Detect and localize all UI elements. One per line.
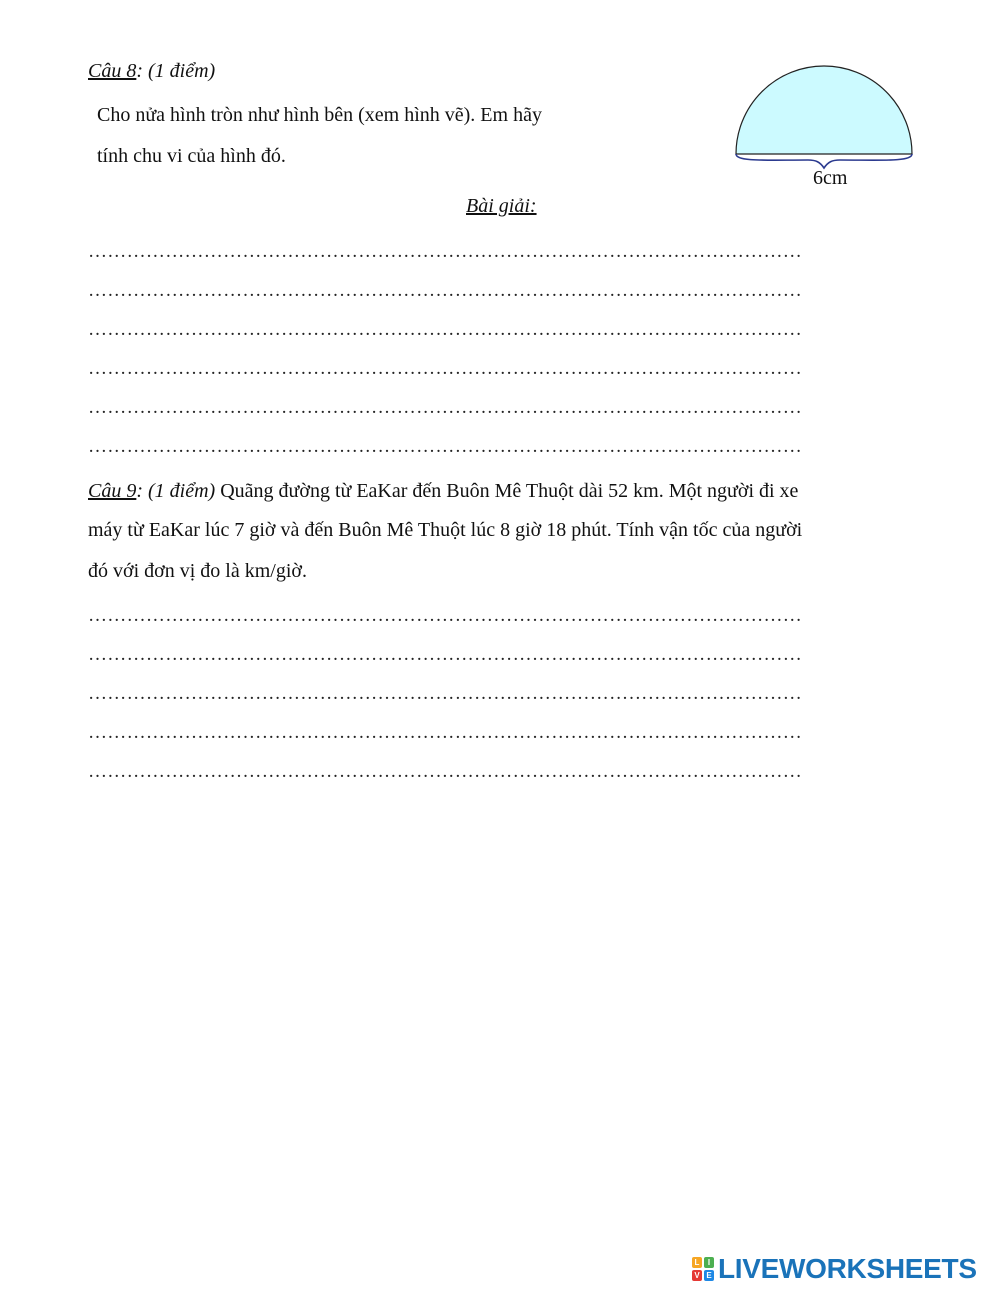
question-8-points: : (1 điểm) xyxy=(136,60,216,82)
answer-line[interactable]: ………………………………………………………………………………………………… xyxy=(88,722,803,743)
semicircle-diagram xyxy=(728,58,928,188)
answer-line[interactable]: ………………………………………………………………………………………………… xyxy=(88,761,803,782)
question-8-label: Câu 8 xyxy=(88,60,137,82)
answer-line[interactable]: ………………………………………………………………………………………………… xyxy=(88,280,803,301)
semicircle-figure xyxy=(728,58,928,194)
semicircle-shape xyxy=(736,66,912,154)
question-9-text-start: Quãng đường từ EaKar đến Buôn Mê Thuột dài 52 km. Một người đi xe xyxy=(215,480,799,502)
question-9-line-2: máy từ EaKar lúc 7 giờ và đến Buôn Mê Thuột lúc 8 giờ 18 phút. Tính vận tốc của người xyxy=(88,519,803,541)
logo-text: LIVEWORKSHEETS xyxy=(718,1253,977,1284)
answer-line[interactable]: ………………………………………………………………………………………………… xyxy=(88,683,803,704)
question-8-text-line-2: tính chu vi của hình đó. xyxy=(97,145,286,167)
question-9-label: Câu 9 xyxy=(88,480,137,502)
answer-area-8[interactable] xyxy=(88,241,913,458)
question-9-points: : (1 điểm) xyxy=(136,480,216,502)
answer-line[interactable]: ………………………………………………………………………………………………… xyxy=(88,436,803,457)
answer-line[interactable]: ………………………………………………………………………………………………… xyxy=(88,644,803,665)
solution-title: Bài giải: xyxy=(466,195,537,217)
diameter-brace xyxy=(736,154,912,168)
answer-line[interactable]: ………………………………………………………………………………………………… xyxy=(88,319,803,340)
question-8-text-line-1: Cho nửa hình tròn như hình bên (xem hình vẽ). Em hãy xyxy=(97,104,542,126)
diameter-label: 6cm xyxy=(813,167,848,188)
answer-line[interactable]: ………………………………………………………………………………………………… xyxy=(88,241,803,262)
answer-area-9[interactable] xyxy=(88,605,913,783)
answer-line[interactable]: ………………………………………………………………………………………………… xyxy=(88,605,803,626)
question-9-line-3: đó với đơn vị đo là km/giờ. xyxy=(88,560,307,582)
answer-line[interactable]: ………………………………………………………………………………………………… xyxy=(88,358,803,379)
liveworksheets-logo xyxy=(692,1254,977,1284)
question-9-line-1 xyxy=(88,480,798,503)
logo-tiles-icon: L I V E xyxy=(692,1257,714,1281)
question-8-heading xyxy=(88,60,215,83)
answer-line[interactable]: ………………………………………………………………………………………………… xyxy=(88,397,803,418)
